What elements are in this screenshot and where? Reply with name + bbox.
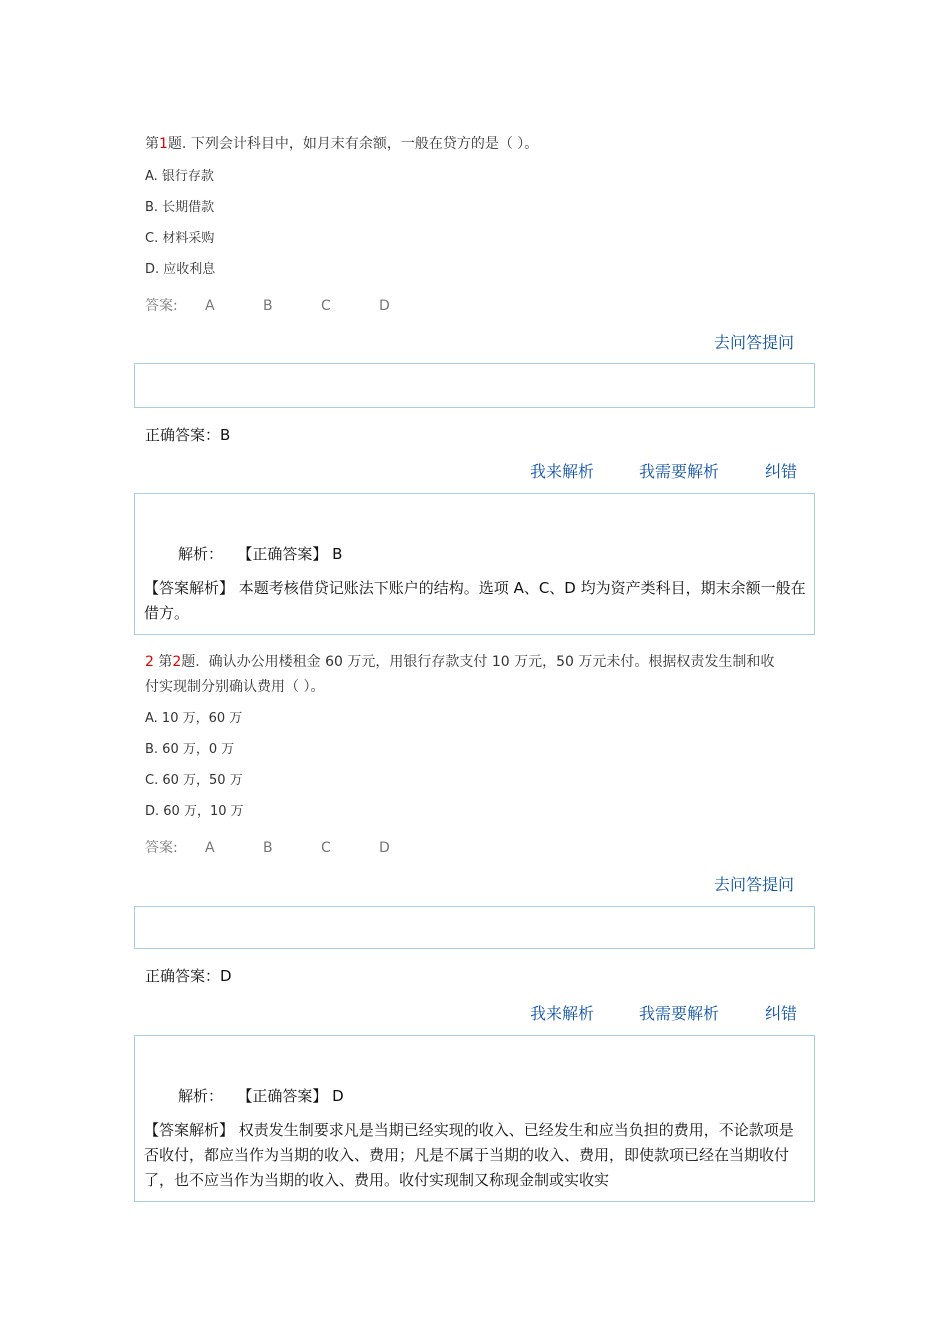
answer-input-box[interactable] — [134, 906, 815, 949]
question-label-suffix: 题. — [167, 136, 187, 152]
answer-row — [145, 837, 437, 857]
option-c: C. 60 万，50 万 — [145, 773, 243, 788]
answer-choice-c[interactable]: C — [321, 840, 331, 856]
answer-choice-d[interactable]: D — [379, 298, 390, 314]
question-text: 下列会计科目中，如月末有余额，一般在贷方的是（ ）。 — [190, 136, 539, 152]
report-error-button[interactable]: 纠错 — [765, 1004, 798, 1023]
answer-choice-a[interactable]: A — [205, 840, 215, 856]
question-2-title-cont: 付实现制分别确认费用（ ）。 — [145, 679, 325, 695]
option-b: B. 长期借款 — [145, 200, 215, 215]
analysis-box — [134, 493, 815, 635]
answer-choice-d[interactable]: D — [379, 840, 390, 856]
answer-input-box[interactable] — [134, 363, 815, 408]
answer-choice-a[interactable]: A — [205, 298, 215, 314]
analysis-box — [134, 1035, 815, 1202]
analysis-body-tag: 【答案解析】 — [144, 579, 235, 597]
correct-answer: 正确答案：D — [145, 967, 232, 985]
need-explanation-button[interactable]: 我需要解析 — [639, 1004, 720, 1023]
question-2-title — [145, 651, 774, 671]
question-label: 第 — [145, 136, 159, 152]
option-a: A. 10 万，60 万 — [145, 711, 243, 726]
question-text: 确认办公用楼租金 60 万元，用银行存款支付 10 万元，50 万元未付。根据权责发生制和收 — [208, 654, 775, 670]
correct-answer: 正确答案：B — [145, 426, 231, 444]
question-label-suffix: 题. — [181, 654, 200, 670]
option-d: D. 应收利息 — [145, 262, 216, 277]
explain-button[interactable]: 我来解析 — [530, 1004, 595, 1023]
question-number: 1 — [159, 136, 168, 152]
answer-label: 答案: — [145, 298, 178, 314]
analysis-label: 解析： — [178, 545, 224, 563]
question-1-title — [145, 133, 538, 153]
analysis-label: 解析： — [178, 1087, 224, 1105]
question-prefix-number: 2 — [145, 654, 154, 670]
answer-choice-b[interactable]: B — [263, 840, 273, 856]
need-explanation-button[interactable]: 我需要解析 — [639, 462, 720, 481]
question-number: 2 — [172, 654, 182, 670]
option-b: B. 60 万，0 万 — [145, 742, 235, 757]
answer-label: 答案: — [145, 840, 178, 856]
ask-question-link[interactable]: 去问答提问 — [714, 875, 795, 894]
analysis-body: 本题考核借贷记账法下账户的结构。选项 A、C、D 均为资产类科目，期末余额一般在借方。 — [144, 579, 806, 622]
option-c: C. 材料采购 — [145, 231, 215, 246]
report-error-button[interactable]: 纠错 — [765, 462, 798, 481]
answer-row — [145, 295, 437, 315]
answer-choice-c[interactable]: C — [321, 298, 331, 314]
ask-question-link[interactable]: 去问答提问 — [714, 333, 795, 352]
analysis-text — [144, 576, 806, 626]
explain-button[interactable]: 我来解析 — [530, 462, 595, 481]
option-d: D. 60 万，10 万 — [145, 804, 244, 819]
analysis-correct-tag: 【正确答案】 D — [237, 1087, 344, 1105]
answer-choice-b[interactable]: B — [263, 298, 273, 314]
analysis-header — [178, 1085, 344, 1106]
analysis-header — [178, 543, 342, 564]
analysis-correct-tag: 【正确答案】 B — [237, 545, 343, 563]
analysis-body: 权责发生制要求凡是当期已经实现的收入、已经发生和应当负担的费用，不论款项是否收付，都应当作为当期的收入、费用；凡是不属于当期的收入、费用，即使款项已经在当期收付了，也不应当作为当期的收入、费用。收付实现制又称现金制或实收实 — [144, 1121, 794, 1189]
analysis-text — [144, 1118, 806, 1193]
analysis-body-tag: 【答案解析】 — [144, 1121, 235, 1139]
question-label: 第 — [158, 654, 173, 670]
option-a: A. 银行存款 — [145, 169, 214, 184]
